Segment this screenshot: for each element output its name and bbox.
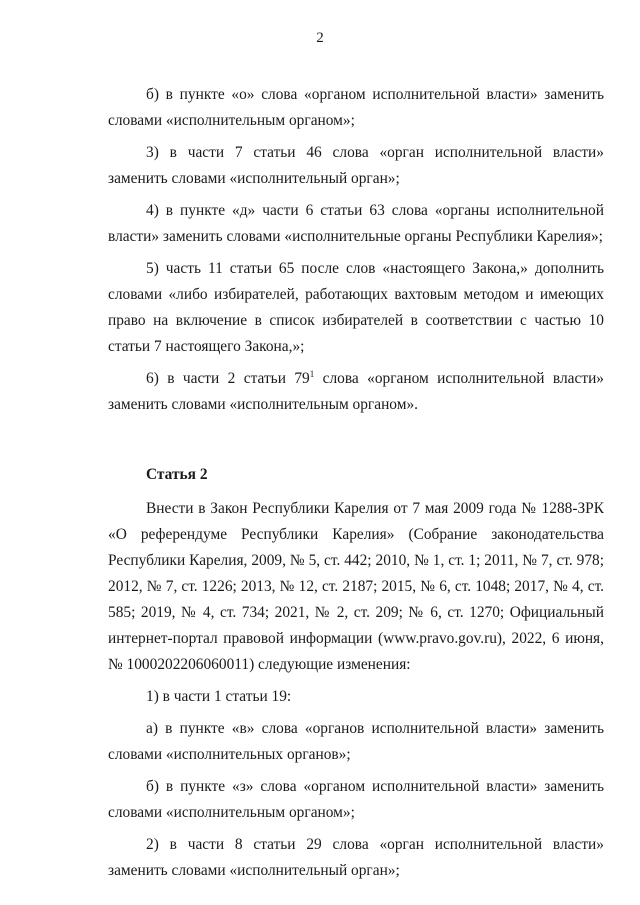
- page-number: 2: [316, 30, 324, 46]
- paragraph-text: 6) в части 2 статьи 79: [146, 370, 310, 387]
- paragraph: Внести в Закон Республики Карелия от 7 мая 2009 года № 1288-ЗРК «О референдуме Республики Карелия» (Собрание законодательства Республики Карелия, 2009, № 5, ст. 442; 2010, № 1, ст. 1; 2011, № 7, ст. 978; 2012, № 7, ст. 1226; 2013, № 12, ст. 2187; 2015, № 6, ст. 1048; 2017, № 4, ст. 585; 2019, № 4, ст. 734; 2021, № 2, ст. 209; № 6, ст. 1270; Официальный интернет-портал правовой информации (www.pravo.gov.ru), 2022, 6 июня, № 1000202206060011) следующие изменения:: [108, 500, 604, 673]
- document-body: [108, 82, 604, 890]
- paragraph: б) в пункте «о» слова «органом исполнительной власти» заменить словами «исполнительным органом»;: [108, 86, 604, 129]
- paragraph: 3) в части 7 статьи 46 слова «орган исполнительной власти» заменить словами «исполнительный орган»;: [108, 144, 604, 187]
- paragraph: а) в пункте «в» слова «органов исполнительной власти» заменить словами «исполнительных органов»;: [108, 720, 604, 763]
- paragraph-text: слова «органом исполнительной власти» заменить словами «исполнительным органом».: [108, 370, 605, 413]
- paragraph: 1) в части 1 статьи 19:: [146, 688, 292, 705]
- article-heading: Статья 2: [146, 466, 208, 483]
- paragraph: 4) в пункте «д» части 6 статьи 63 слова «органы исполнительной власти» заменить словами «исполнительные органы Республики Карелия»;: [108, 202, 604, 245]
- superscript: 1: [309, 369, 315, 379]
- paragraph: 5) часть 11 статьи 65 после слов «настоящего Закона,» дополнить словами «либо избирателей, работающих вахтовым методом и имеющих право на включение в список избирателей в соответствии с частью 10 статьи 7 настоящего Закона,»;: [108, 260, 604, 355]
- paragraph: 2) в части 8 статьи 29 слова «орган исполнительной власти» заменить словами «исполнительный орган»;: [108, 836, 604, 879]
- paragraph: б) в пункте «з» слова «органом исполнительной власти» заменить словами «исполнительным органом»;: [108, 778, 604, 821]
- paragraph: [108, 366, 604, 418]
